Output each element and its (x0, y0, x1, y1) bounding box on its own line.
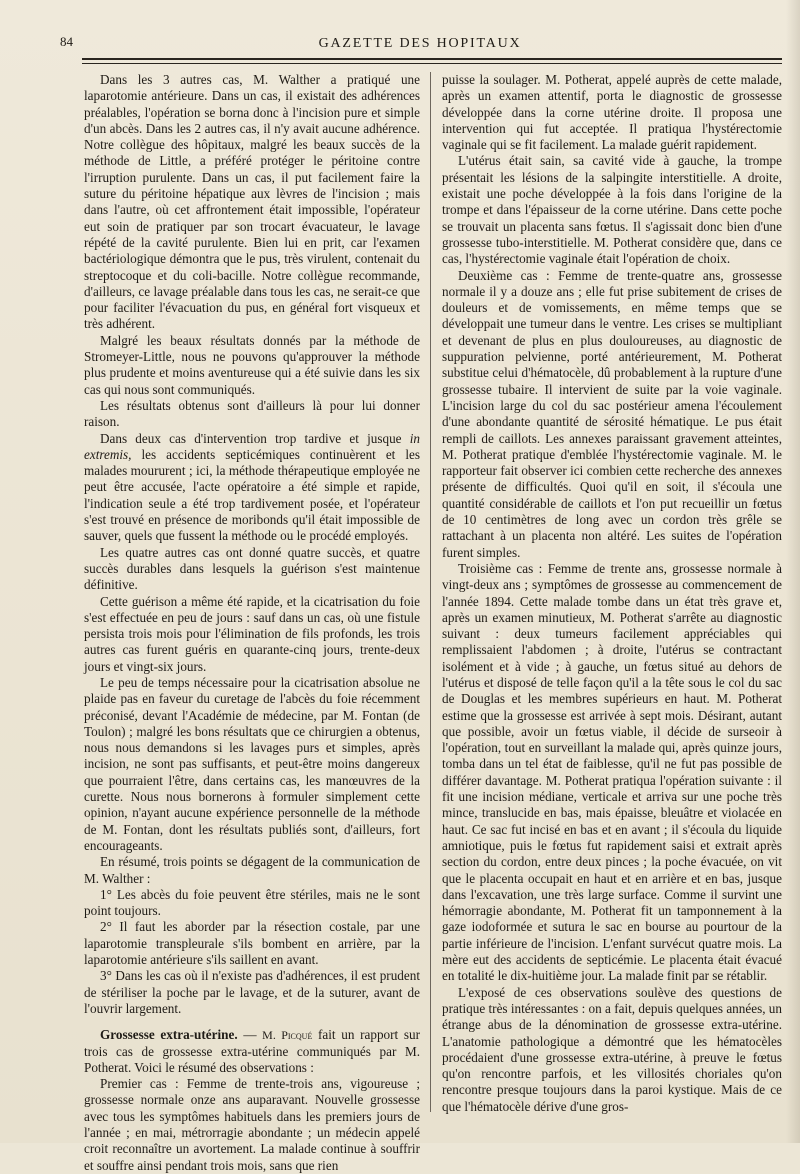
paragraph: Cette guérison a même été rapide, et la cicatrisation du foie s'est effectuée en peu de jours : sauf dans un cas, où une fistule persista trois mois pour l'élimination de fils profonds, les trois autres cas furent guéris en quarante-cinq jours, trente-deux jours et vingt-six jours. (84, 593, 420, 674)
paragraph: L'exposé de ces observations soulève des questions de pratique très intéressantes : on a fait, depuis quelques années, un étrange abus de la dénomination de grossesse extra-utérine. L'anatomie pathologique a démontré que les hématocèles procédaient d'une grossesse extra-utérine, à preuve le fœtus qu'on rencontre parfois, et les villosités choriales qu'on rencontre presque toujours dans la paroi kystique. Mais de ce que l'hématocèle dérive d'une gros- (442, 984, 782, 1114)
paragraph: Les quatre autres cas ont donné quatre succès, et quatre succès durables dans lesquels la guérison s'est maintenue définitive. (84, 544, 420, 593)
text-run: les accidents septicémiques continuèrent et les malades moururent ; ici, la méthode thérapeutique employée ne peut être accusée, l'acte opératoire a été simple et rapide, l'indication seule a été trop tardivement posée, et l'opérateur s'est trouvé en présence de moribonds qu'il était impossible de sauver, quels que fussent la méthode ou le procédé employés. (84, 446, 420, 544)
paragraph: Les résultats obtenus sont d'ailleurs là pour lui donner raison. (84, 397, 420, 430)
page-number: 84 (60, 34, 73, 49)
text-run: Dans deux cas d'intervention trop tardive et jusque (100, 430, 410, 446)
page-edge-shadow (786, 0, 800, 1143)
author-name: M. Picqué (262, 1028, 313, 1043)
section-gap (84, 1017, 420, 1027)
paragraph: L'utérus était sain, sa cavité vide à gauche, la trompe présentait les lésions de la salpingite interstitielle. A droite, existait une poche développée à la fois dans l'origine de la trompe et dans l'épaisseur de la corne utérine. Dans cette poche se trouvait un placenta sans fœtus. Il s'agissait donc bien d'une grossesse tubo-interstitielle. M. Potherat considère que, dans ce cas, l'hystérectomie vaginale était l'opération de choix. (442, 153, 782, 267)
column-divider (430, 72, 431, 1112)
paragraph: puisse la soulager. M. Potherat, appelé auprès de cette malade, après un examen attentif, porta le diagnostic de grossesse développée dans la corne utérine droite. Il proposa une intervention qui fut acceptée. Il pratiqua l'hystérectomie vaginale qui se fit facilement. La malade guérit rapidement. (442, 72, 782, 153)
italic-text: in extremis, (84, 430, 420, 462)
paragraph: 1° Les abcès du foie peuvent être stériles, mais ne le sont point toujours. (84, 886, 420, 919)
paragraph (84, 431, 420, 545)
right-column (442, 72, 782, 1115)
paragraph (84, 1027, 420, 1076)
paragraph: 2° Il faut les aborder par la résection costale, par une laparotomie transpleurale s'ils bombent en arrière, par la laparotomie antérieure s'ils saillent en avant. (84, 919, 420, 968)
text-run: fait un rapport sur trois cas de grossesse extra-utérine communiqués par M. Potherat. Voici le résumé des observations : (84, 1027, 420, 1075)
paragraph: Premier cas : Femme de trente-trois ans, vigoureuse ; grossesse normale onze ans auparavant. Nouvelle grossesse avec tous les symptômes habituels dans les premiers jours de l'année ; en mai, métrorragie abondante ; un médecin appelé croit reconnaître un avortement. La malade continue à souffrir et souffre ainsi pendant trois mois, sans que rien (84, 1076, 420, 1173)
text-run: — (237, 1027, 263, 1043)
paragraph: En résumé, trois points se dégagent de la communication de M. Walther : (84, 854, 420, 886)
page-header (60, 30, 780, 52)
paragraph: Troisième cas : Femme de trente ans, grossesse normale à vingt-deux ans ; symptômes de grossesse au commencement de l'année 1894. Cette malade tombe dans un état très grave et, après un examen minutieux, M. Potherat s'arrête au diagnostic suivant : deux tumeurs facilement appréciables qui remplissaient l'abdomen ; à droite, l'utérus se contractant isolément et à vide ; à gauche, un fœtus situé au dehors de l'utérus et disposé de telle façon qu'il a la tête sous le col du sac de Douglas et les membres supérieurs en haut. M. Potherat estime que la grossesse est arrivée à sept mois. Désirant, autant que possible, avoir un fœtus viable, il décide de surseoir à l'opération, tout en surveillant la malade qui, après quinze jours, tomba dans un tel état de faiblesse, qu'il ne fut pas possible de différer davantage. M. Potherat pratiqua l'opération suivante : il fit une incision médiane, verticale et arriva sur une poche très mince, translucide en bas, mais épaisse, bleuâtre et violacée en haut. Ce sac fut incisé en bas et en avant ; il s'écoula du liquide amniotique, puis le fœtus fut rapidement saisi et extrait après section du cordon, entre deux pinces ; la poche évacuée, on vit que le placenta occupait en haut et en arrière et en bas, jusque dans l'excavation, une très large surface. Comme il survint une hémorragie abondante, M. Potherat fit un tamponnement à la gaze iodoformée et sutura le sac en bourse au pourtour de la partie inférieure de l'incision. L'enfant survécut quatre mois. La mère eut des accidents de septicémie. Le placenta était évacué en totalité le dix-huitième jour. La malade finit par se rétablir. (442, 560, 782, 984)
paragraph: Le peu de temps nécessaire pour la cicatrisation absolue ne plaide pas en faveur du curetage de l'abcès du foie récemment préconisé, devant l'Académie de médecine, par M. Fontan (de Toulon) ; malgré les bons résultats que ce chirurgien a obtenus, nous nous demandons si les lavages purs et simples, après incision, ne sont pas suffisants, et peut-être moins dangereux que pourraient l'être, dans certains cas, les manœuvres de la curette. Nous nous bornerons à formuler simplement cette opinion, n'ayant aucune expérience personnelle de la méthode de M. Fontan, dont les résultats publiés sont, d'ailleurs, fort encourageants. (84, 674, 420, 853)
header-rule-thin (82, 63, 782, 64)
paragraph: Malgré les beaux résultats donnés par la méthode de Stromeyer-Little, nous ne pouvons qu'approuver la méthode plus prudente et moins aventureuse qui a été suivie dans les six cas qui nous sont communiqués. (84, 332, 420, 397)
paragraph: Deuxième cas : Femme de trente-quatre ans, grossesse normale il y a douze ans ; elle fut prise subitement de crises de douleurs et de vomissements, en même temps que se développait une tumeur dans le ventre. Les crises se multipliant et devenant de plus en plus douloureuses, au diagnostic de suppuration pelvienne, porté antérieurement, M. Potherat substitue celui d'hématocèle, dû probablement à la rupture d'une grossesse tubaire. Il intervient de suite par la voie vaginale. L'incision large du col du sac postérieur amena l'écoulement d'une abondante quantité de sérosité hématique. Le pus était rempli de caillots. Les annexes paraissant gravement atteintes, M. Potherat pratique d'emblée l'hystérectomie vaginale. M. le rapporteur fait observer ici combien cette recherche des annexes présente de difficultés. Quoi qu'il en soit, il s'écoula une quantité considérable de caillots et l'on put recueillir un fœtus de 10 centimètres de long avec un cordon très grêle se rattachant à un placenta non altéré. Les suites de l'opération furent simples. (442, 267, 782, 560)
paragraph: 3° Dans les cas où il n'existe pas d'adhérences, il est prudent de stériliser la poche par le lavage, et de la suturer, avant de l'ouvrir largement. (84, 968, 420, 1016)
header-rule-thick (82, 58, 782, 60)
left-column (84, 72, 420, 1174)
paragraph: Dans les 3 autres cas, M. Walther a pratiqué une laparotomie antérieure. Dans un cas, il existait des adhérences préalables, l'opération se borna donc à l'incision pure et simple d'un abcès. Dans les 2 autres cas, il n'y avait aucune adhérence. Notre collègue des hôpitaux, malgré les beaux succès de la méthode de Little, a préféré protéger le péritoine contre l'irruption purulente. Dans un cas, il put facilement faire la suture du péritoine hépatique aux lèvres de l'incision ; mais dans l'autre, où cet affrontement était impossible, l'opérateur eut soin de pratiquer par son trocart évacuateur, le lavage répété de la cavité purulente. Bien lui en prit, car l'examen bactériologique démontra que le pus, très virulent, contenait du streptocoque et du coli-bacille. Notre collègue recommande, d'ailleurs, ce lavage préalable dans tous les cas, ne serait-ce que pour faciliter l'évacuation du pus, en général fort visqueux et très adhérent. (84, 72, 420, 332)
section-heading: Grossesse extra-utérine. (100, 1027, 238, 1043)
running-head: GAZETTE DES HOPITAUX (318, 36, 522, 51)
